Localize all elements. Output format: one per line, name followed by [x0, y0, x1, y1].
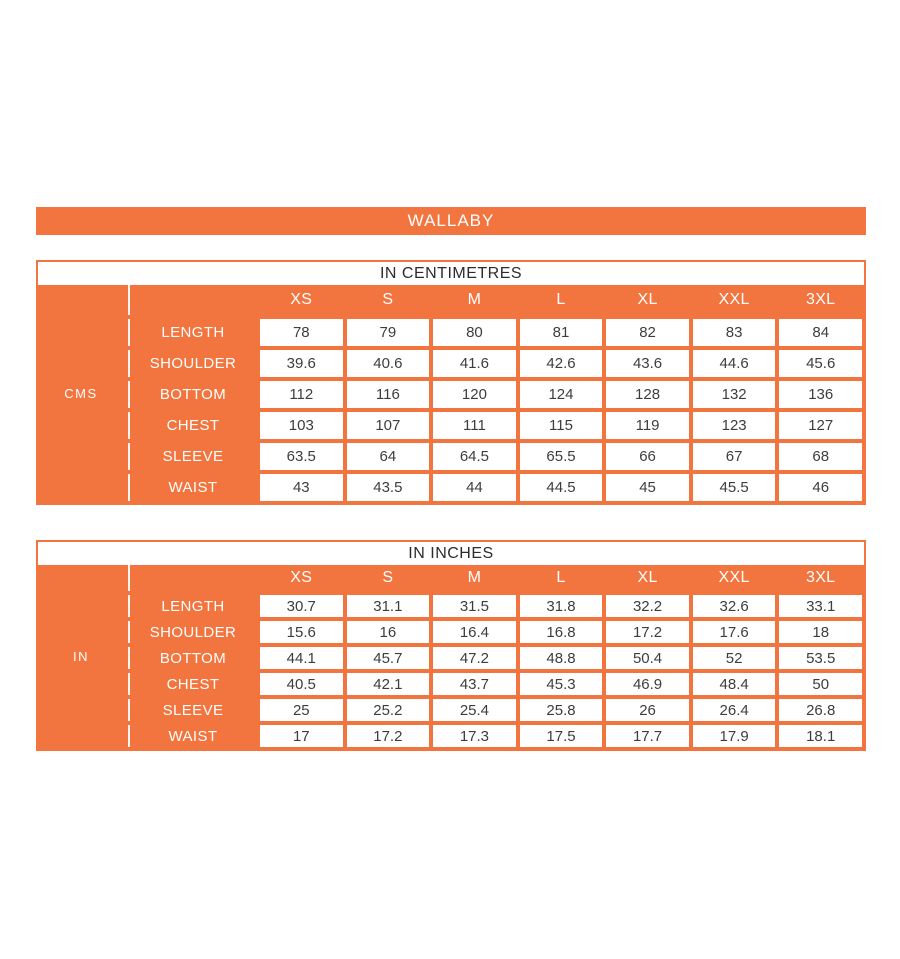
product-name: WALLABY: [407, 211, 495, 230]
table-grid: [38, 565, 864, 749]
size-value-cell: 17.2: [347, 725, 430, 747]
size-value-cell: 84: [779, 319, 862, 346]
unit-label: IN: [73, 648, 89, 664]
table-title: [38, 262, 864, 285]
size-value-cell: 40.5: [260, 673, 343, 695]
size-value-cell: 124: [520, 381, 603, 408]
size-value-cell: 18: [779, 621, 862, 643]
size-value-cell: 25: [260, 699, 343, 721]
size-value-cell: 112: [260, 381, 343, 408]
size-value-cell: 16.4: [433, 621, 516, 643]
size-value-cell: 17.3: [433, 725, 516, 747]
label-column-spacer: [128, 285, 256, 315]
measurement-label: BOTTOM: [128, 381, 256, 408]
size-column-header: XS: [290, 291, 313, 308]
size-value-cell: 17.9: [693, 725, 776, 747]
size-value-cell: 25.4: [433, 699, 516, 721]
size-value-cell: 115: [520, 412, 603, 439]
measurement-label: LENGTH: [128, 595, 256, 617]
size-value-cell: 46.9: [606, 673, 689, 695]
size-value-cell: 128: [606, 381, 689, 408]
size-value-cell: 44: [433, 474, 516, 501]
size-value-cell: 107: [347, 412, 430, 439]
size-value-cell: 119: [606, 412, 689, 439]
size-value-cell: 46: [779, 474, 862, 501]
size-value-cell: 26.4: [693, 699, 776, 721]
measurement-label: BOTTOM: [128, 647, 256, 669]
size-value-cell: 32.2: [606, 595, 689, 617]
size-value-cell: 50.4: [606, 647, 689, 669]
size-table-inches: [36, 540, 866, 751]
measurement-label: WAIST: [128, 725, 256, 747]
size-value-cell: 33.1: [779, 595, 862, 617]
size-value-cell: 45: [606, 474, 689, 501]
size-value-cell: 43.7: [433, 673, 516, 695]
size-value-cell: 43.6: [606, 350, 689, 377]
size-value-cell: 25.8: [520, 699, 603, 721]
size-value-cell: 39.6: [260, 350, 343, 377]
size-value-cell: 42.1: [347, 673, 430, 695]
size-column-header: XS: [290, 569, 313, 586]
size-column-header: S: [382, 569, 394, 586]
size-value-cell: 48.4: [693, 673, 776, 695]
size-value-cell: 17.7: [606, 725, 689, 747]
size-value-cell: 80: [433, 319, 516, 346]
size-value-cell: 66: [606, 443, 689, 470]
size-column-header: XXL: [718, 291, 750, 308]
size-column-header: S: [382, 291, 394, 308]
size-value-cell: 18.1: [779, 725, 862, 747]
size-value-cell: 83: [693, 319, 776, 346]
size-value-cell: 123: [693, 412, 776, 439]
size-value-cell: 26: [606, 699, 689, 721]
size-value-cell: 103: [260, 412, 343, 439]
size-value-cell: 127: [779, 412, 862, 439]
size-value-cell: 42.6: [520, 350, 603, 377]
measurement-label: SLEEVE: [128, 699, 256, 721]
measurement-label: SHOULDER: [128, 621, 256, 643]
size-value-cell: 26.8: [779, 699, 862, 721]
size-column-header: M: [467, 291, 482, 308]
size-value-cell: 78: [260, 319, 343, 346]
size-column-header: XXL: [718, 569, 750, 586]
size-value-cell: 31.8: [520, 595, 603, 617]
size-value-cell: 31.1: [347, 595, 430, 617]
size-value-cell: 31.5: [433, 595, 516, 617]
size-value-cell: 45.7: [347, 647, 430, 669]
size-value-cell: 65.5: [520, 443, 603, 470]
size-value-cell: 17: [260, 725, 343, 747]
product-name-banner: [36, 207, 866, 235]
size-value-cell: 44.5: [520, 474, 603, 501]
size-column-header: XL: [637, 569, 658, 586]
size-value-cell: 43.5: [347, 474, 430, 501]
size-value-cell: 81: [520, 319, 603, 346]
unit-label: CMS: [64, 385, 98, 401]
size-value-cell: 120: [433, 381, 516, 408]
size-value-cell: 32.6: [693, 595, 776, 617]
size-value-cell: 17.6: [693, 621, 776, 643]
measurement-label: SHOULDER: [128, 350, 256, 377]
size-value-cell: 17.2: [606, 621, 689, 643]
size-value-cell: 53.5: [779, 647, 862, 669]
size-value-cell: 47.2: [433, 647, 516, 669]
size-value-cell: 132: [693, 381, 776, 408]
size-value-cell: 64.5: [433, 443, 516, 470]
measurement-label: CHEST: [128, 412, 256, 439]
size-value-cell: 40.6: [347, 350, 430, 377]
size-charts: [36, 260, 866, 751]
size-value-cell: 45.3: [520, 673, 603, 695]
measurement-label: SLEEVE: [128, 443, 256, 470]
size-column-header: L: [556, 291, 566, 308]
size-value-cell: 15.6: [260, 621, 343, 643]
size-value-cell: 48.8: [520, 647, 603, 669]
size-value-cell: 17.5: [520, 725, 603, 747]
size-column-header: L: [556, 569, 566, 586]
label-column-spacer: [128, 565, 256, 591]
size-column-header: XL: [637, 291, 658, 308]
table-title-text: IN INCHES: [408, 544, 494, 562]
size-column-header: M: [467, 569, 482, 586]
size-value-cell: 68: [779, 443, 862, 470]
size-value-cell: 111: [433, 412, 516, 439]
size-value-cell: 45.6: [779, 350, 862, 377]
table-title-text: IN CENTIMETRES: [379, 264, 523, 282]
size-value-cell: 30.7: [260, 595, 343, 617]
size-value-cell: 43: [260, 474, 343, 501]
size-value-cell: 44.6: [693, 350, 776, 377]
size-value-cell: 64: [347, 443, 430, 470]
size-value-cell: 52: [693, 647, 776, 669]
measurement-label: WAIST: [128, 474, 256, 501]
size-value-cell: 116: [347, 381, 430, 408]
size-value-cell: 50: [779, 673, 862, 695]
size-value-cell: 16: [347, 621, 430, 643]
measurement-label: LENGTH: [128, 319, 256, 346]
measurement-label: CHEST: [128, 673, 256, 695]
size-value-cell: 82: [606, 319, 689, 346]
size-value-cell: 25.2: [347, 699, 430, 721]
size-value-cell: 79: [347, 319, 430, 346]
size-column-header: 3XL: [806, 569, 836, 586]
size-value-cell: 16.8: [520, 621, 603, 643]
size-value-cell: 136: [779, 381, 862, 408]
size-value-cell: 41.6: [433, 350, 516, 377]
size-table-centimetres: [36, 260, 866, 505]
size-value-cell: 44.1: [260, 647, 343, 669]
size-value-cell: 67: [693, 443, 776, 470]
table-grid: [38, 285, 864, 503]
size-value-cell: 63.5: [260, 443, 343, 470]
table-title: [38, 542, 864, 565]
size-value-cell: 45.5: [693, 474, 776, 501]
size-column-header: 3XL: [806, 291, 836, 308]
